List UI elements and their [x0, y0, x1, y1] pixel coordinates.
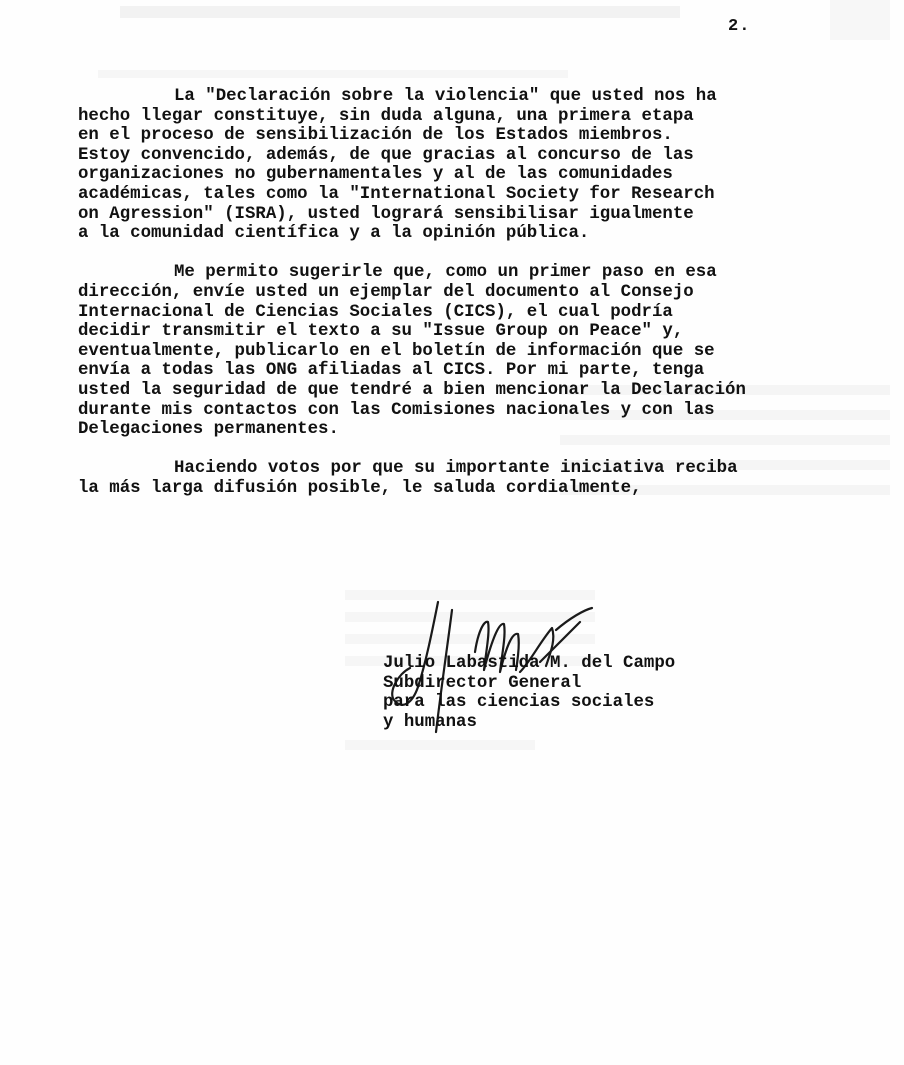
body-line: decidir transmitir el texto a su "Issue Group on Peace" y,: [78, 322, 684, 342]
letter-body: [78, 87, 868, 518]
body-line: la más larga difusión posible, le saluda cordialmente,: [78, 478, 642, 498]
body-line: dirección, envíe usted un ejemplar del documento al Consejo: [78, 282, 694, 302]
body-line: on Agression" (ISRA), usted logrará sensibilisar igualmente: [78, 204, 694, 224]
paragraph-suggestion: [78, 263, 868, 439]
body-line: Internacional de Ciencias Sociales (CICS), el cual podría: [78, 302, 673, 322]
signatory-title-line: Subdirector General: [383, 673, 582, 693]
signatory-title-line: para las ciencias sociales: [383, 693, 655, 713]
paragraph-closing: [78, 459, 868, 498]
body-line: organizaciones no gubernamentales y al de las comunidades: [78, 165, 673, 185]
signatory-title-line: y humanas: [383, 712, 477, 732]
signature-block: [383, 654, 675, 732]
body-line: académicas, tales como la "International Society for Research: [78, 184, 715, 204]
body-line: Haciendo votos por que su importante iniciativa reciba: [174, 459, 738, 479]
body-line: eventualmente, publicarlo en el boletín de información que se: [78, 341, 715, 361]
body-line: Me permito sugerirle que, como un primer paso en esa: [174, 263, 717, 283]
body-line: La "Declaración sobre la violencia" que usted nos ha: [174, 87, 717, 106]
body-line: durante mis contactos con las Comisiones nacionales y con las: [78, 400, 715, 420]
page-number: 2.: [728, 17, 751, 36]
body-line: Estoy convencido, además, de que gracias al concurso de las: [78, 145, 694, 165]
signatory-name: Julio Labastida M. del Campo: [383, 654, 676, 673]
body-line: Delegaciones permanentes.: [78, 420, 339, 440]
body-line: envía a todas las ONG afiliadas al CICS. Por mi parte, tenga: [78, 361, 705, 381]
body-line: a la comunidad científica y a la opinión pública.: [78, 224, 590, 244]
body-line: en el proceso de sensibilización de los Estados miembros.: [78, 126, 673, 146]
body-line: usted la seguridad de que tendré a bien mencionar la Declaración: [78, 380, 746, 400]
paragraph-declaration: [78, 87, 868, 244]
body-line: hecho llegar constituye, sin duda alguna, una primera etapa: [78, 106, 694, 126]
